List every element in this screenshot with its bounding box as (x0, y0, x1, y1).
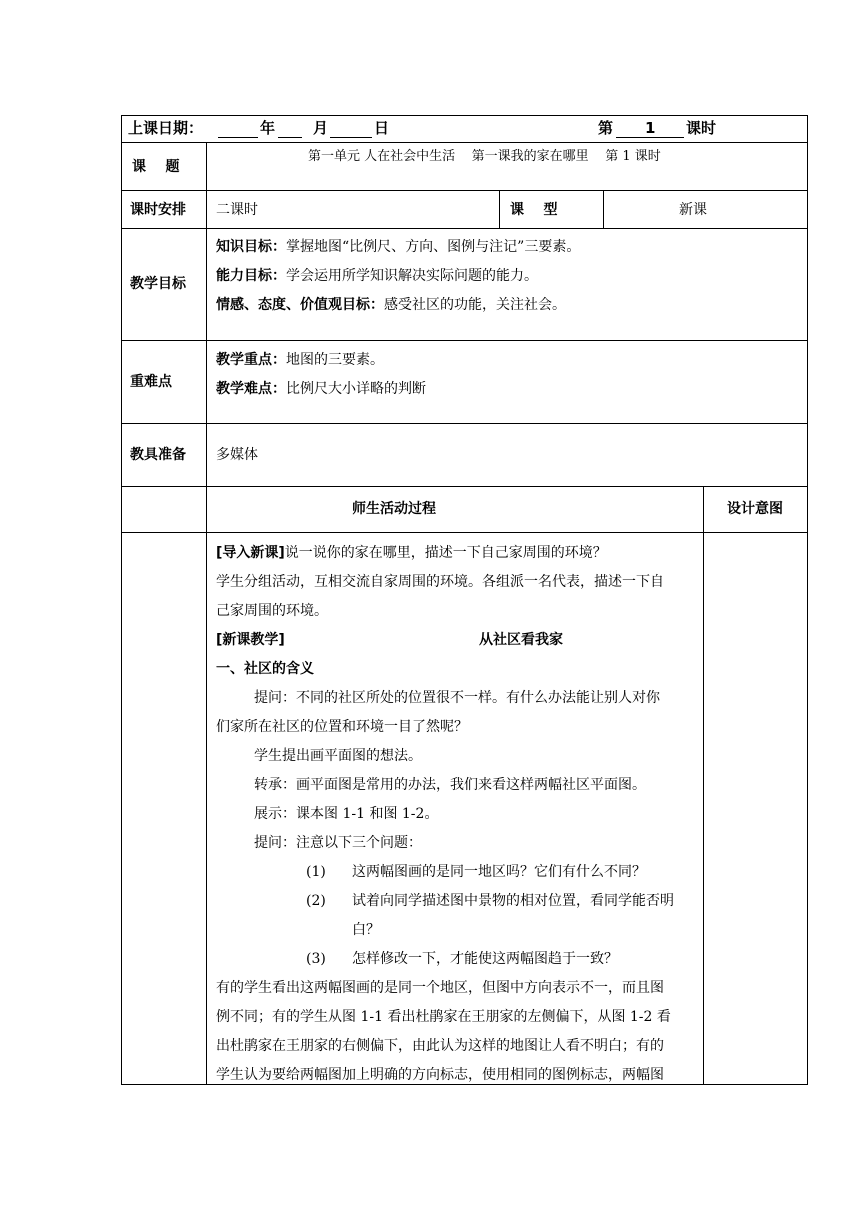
goals-label: 教学目标 (130, 276, 186, 292)
row-divider (121, 142, 808, 143)
body-text: 有的学生看出这两幅图画的是同一个地区，但图中方向表示不一，而且图 (216, 980, 664, 996)
goal-emotion: 情感、态度、价值观目标：感受社区的功能，关注社会。 (216, 297, 566, 313)
question-text: 这两幅图画的是同一地区吗？它们有什么不同？ (352, 864, 646, 880)
row-divider (121, 190, 808, 191)
intro-line: [导入新课]说一说你的家在哪里，描述一下自己家周围的环境？ (216, 545, 607, 561)
lesson-number: 1 (645, 119, 656, 137)
difficult-point: 教学难点：比例尺大小详略的判断 (216, 381, 426, 397)
question-number: (3) (306, 951, 326, 967)
row-divider (121, 486, 808, 487)
body-text: 展示：课本图 1-1 和图 1-2。 (254, 806, 439, 822)
schedule-label: 课时安排 (130, 202, 186, 218)
keypoints-label: 重难点 (130, 374, 172, 390)
intent-header: 设计意图 (727, 501, 783, 517)
row-divider (121, 228, 808, 229)
goal-ability: 能力目标：学会运用所学知识解决实际问题的能力。 (216, 268, 538, 284)
month-label: 月 (313, 119, 329, 137)
section-heading: 一、社区的含义 (216, 661, 314, 677)
topic-value: 第一单元 人在社会中生活 第一课我的家在哪里 第 1 课时 (308, 149, 661, 164)
date-label: 上课日期： (128, 119, 204, 137)
question-text: 白？ (352, 922, 380, 938)
question-text: 试着向同学描述图中景物的相对位置，看同学能否明 (352, 893, 674, 909)
new-lesson-title: 从社区看我家 (479, 632, 563, 648)
key-point: 教学重点：地图的三要素。 (216, 352, 384, 368)
topic-label: 课 题 (132, 159, 180, 175)
body-text: 提问：注意以下三个问题： (254, 835, 422, 851)
body-text: 学生提出画平面图的想法。 (254, 748, 422, 764)
day-blank (330, 137, 372, 138)
year-blank (218, 137, 258, 138)
column-divider (206, 142, 207, 1085)
body-text: 转承：画平面图是常用的办法，我们来看这样两幅社区平面图。 (254, 777, 646, 793)
question-number: (1) (306, 864, 326, 880)
question-number: (2) (306, 893, 326, 909)
body-text: 提问：不同的社区所处的位置很不一样。有什么办法能让别人对你 (254, 690, 660, 706)
type-label: 课 型 (510, 202, 558, 218)
body-text: 们家所在社区的位置和环境一目了然呢？ (216, 719, 468, 735)
lesson-suffix: 课时 (686, 119, 717, 137)
lesson-blank (616, 137, 684, 138)
month-blank (278, 137, 302, 138)
new-lesson-tag: [新课教学] (216, 632, 285, 648)
goal-knowledge: 知识目标：掌握地图“比例尺、方向、图例与注记”三要素。 (216, 239, 581, 255)
body-text: 出杜鹃家在王朋家的右侧偏下，由此认为这样的地图让人看不明白；有的 (216, 1038, 664, 1054)
process-header: 师生活动过程 (352, 501, 436, 517)
column-divider (499, 190, 500, 228)
body-text: 学生分组活动，互相交流自家周围的环境。各组派一名代表，描述一下自 (216, 574, 664, 590)
day-label: 日 (374, 119, 390, 137)
lesson-table (121, 115, 808, 1085)
schedule-value: 二课时 (216, 202, 258, 218)
question-text: 怎样修改一下，才能使这两幅图趋于一致？ (352, 951, 618, 967)
year-label: 年 (260, 119, 276, 137)
row-divider (121, 340, 808, 341)
row-divider (121, 532, 808, 533)
body-text: 学生认为要给两幅图加上明确的方向标志，使用相同的图例标志，两幅图 (216, 1067, 664, 1083)
column-divider (603, 190, 604, 228)
tools-value: 多媒体 (216, 447, 258, 463)
body-text: 己家周围的环境。 (216, 603, 328, 619)
lesson-prefix: 第 (598, 119, 614, 137)
type-value: 新课 (679, 202, 707, 218)
body-text: 例不同；有的学生从图 1-1 看出杜鹃家在王朋家的左侧偏下，从图 1-2 看 (216, 1009, 671, 1025)
column-divider (703, 486, 704, 1085)
tools-label: 教具准备 (130, 447, 186, 463)
row-divider (121, 423, 808, 424)
